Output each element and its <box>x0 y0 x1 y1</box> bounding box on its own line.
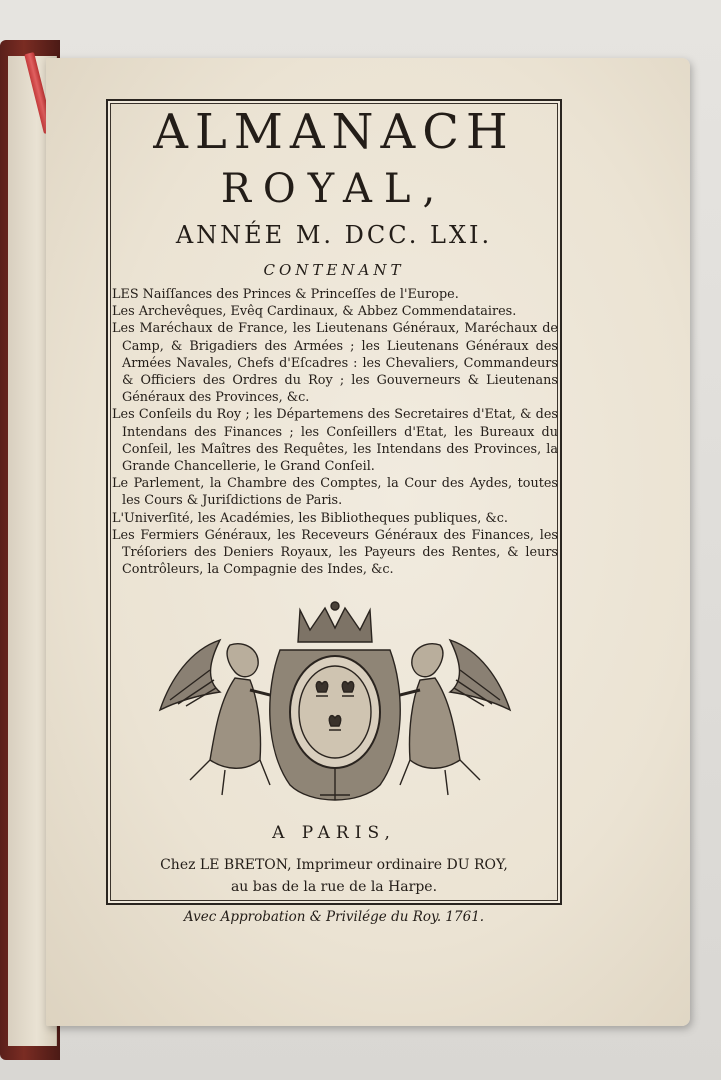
approbation-line: Avec Approbation & Privilége du Roy. 1761. <box>183 909 485 925</box>
contents-entry: L'Univerſité, les Académies, les Bibliotheques publiques, &c. <box>112 510 508 526</box>
royal-coat-of-arms-engraving <box>150 600 520 815</box>
imprint-address: au bas de la rue de la Harpe. <box>230 879 438 895</box>
contents-entry: LES Naiſſances des Princes & Princeſſes de l'Europe. <box>112 287 459 302</box>
contents-list <box>112 286 558 578</box>
contents-entry: Les Fermiers Généraux, les Receveurs Généraux des Finances, les Tréſoriers des Deniers Royaux, les Payeurs des Rentes, & leurs Contrôleurs, la Compagnie des Indes, &c. <box>112 527 558 578</box>
imprint-city: A PARIS, <box>272 823 396 843</box>
contents-entry: Les Maréchaux de France, les Lieutenans Généraux, Maréchaux de Camp, & Brigadiers des Armées ; les Lieutenans Généraux des Armées Navales, Chefs d'Eſcadres : les Chevaliers, Commandeurs & Officiers des Ordres du Roy ; les Gouverneurs & Lieutenans Généraux des Provinces, &c. <box>112 321 558 406</box>
title-almanach: ALMANACH <box>153 104 515 160</box>
title-year: ANNÉE M. DCC. LXI. <box>175 221 493 249</box>
contents-entry: Le Parlement, la Chambre des Comptes, la Cour des Aydes, toutes les Cours & Juriſdictions de Paris. <box>112 476 558 509</box>
contents-heading: CONTENANT <box>263 261 405 279</box>
contents-entry: Les Conſeils du Roy ; les Départemens des Secretaires d'Etat, & des Intendans des Finances ; les Conſeillers d'Etat, les Bureaux du Conſeil, les Maîtres des Requêtes, les Intendans des Provinces, la Grande Chancellerie, le Grand Conſeil. <box>112 407 558 475</box>
contents-entry: Les Archevêques, Evêq Cardinaux, & Abbez Commendataires. <box>112 304 517 320</box>
imprint-publisher: Chez LE BRETON, Imprimeur ordinaire DU ROY, <box>160 857 508 873</box>
title-royal: ROYAL, <box>220 166 448 212</box>
